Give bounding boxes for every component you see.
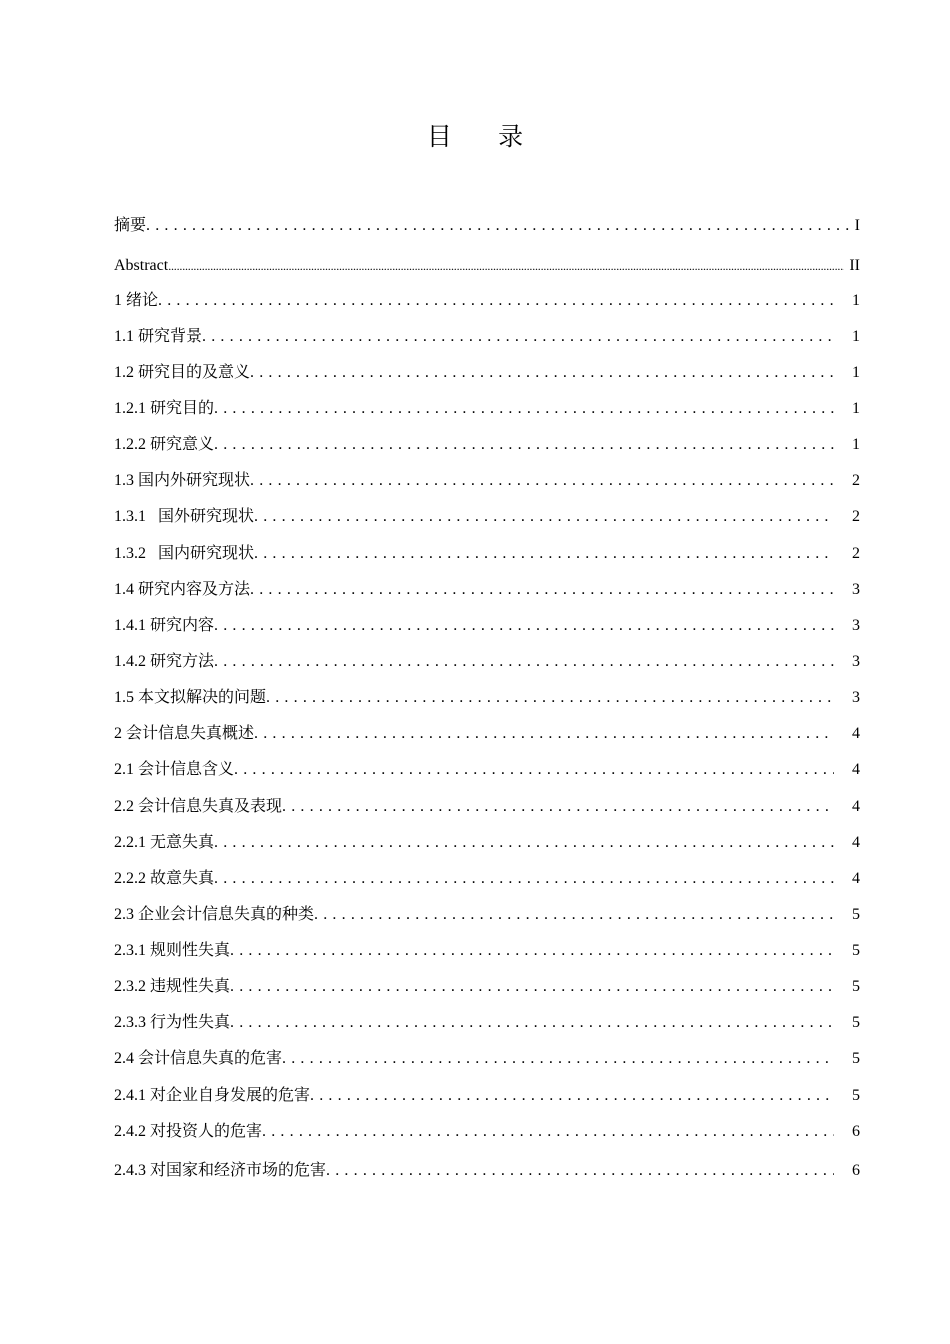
toc-entry-label: 1.3 国内外研究现状 xyxy=(114,472,251,489)
toc-entry[interactable] xyxy=(114,685,860,709)
toc-entry-label: 1.2 研究目的及意义 xyxy=(114,364,251,381)
toc-entry-label: 2.2.1 无意失真 xyxy=(114,834,215,851)
toc-entry-page: 2 xyxy=(852,508,860,525)
dot-leader xyxy=(230,940,834,962)
toc-entry[interactable] xyxy=(114,360,860,384)
toc-entry-page: 1 xyxy=(852,436,860,453)
toc-entry-page: I xyxy=(854,217,860,234)
toc-entry-label: 1.4 研究内容及方法 xyxy=(114,581,251,598)
toc-entry-label: 2.2.2 故意失真 xyxy=(114,870,215,887)
dot-leader xyxy=(168,255,844,277)
toc-entry-page: 5 xyxy=(852,906,860,923)
toc-entry[interactable] xyxy=(114,1010,860,1034)
toc-entry-label: 1.3.2 国内研究现状 xyxy=(114,545,255,562)
toc-entry-label: 1.2.1 研究目的 xyxy=(114,400,215,417)
toc-entry-page: 2 xyxy=(852,545,860,562)
toc-entry-page: 4 xyxy=(852,870,860,887)
toc-entry-label: 2.4.1 对企业自身发展的危害 xyxy=(114,1087,311,1104)
dot-leader xyxy=(158,290,834,312)
toc-entry[interactable] xyxy=(114,757,860,781)
toc-entry-label: 2.4.3 对国家和经济市场的危害 xyxy=(114,1162,327,1179)
toc-entry-page: 6 xyxy=(852,1162,860,1179)
dot-leader xyxy=(146,215,850,237)
toc-entry-label: 2.3 企业会计信息失真的种类 xyxy=(114,906,315,923)
dot-leader xyxy=(262,1121,834,1143)
toc-entry-label: 2.2 会计信息失真及表现 xyxy=(114,798,283,815)
toc-entry-page: 5 xyxy=(852,978,860,995)
toc-entry[interactable] xyxy=(114,830,860,854)
toc-entry[interactable] xyxy=(114,1119,860,1143)
dot-leader xyxy=(214,651,834,673)
dot-leader xyxy=(254,506,834,528)
toc-entry-page: 5 xyxy=(852,942,860,959)
dot-leader xyxy=(202,326,834,348)
toc-entry-page: 3 xyxy=(852,581,860,598)
toc-entry-abstract-cn[interactable] xyxy=(114,213,860,237)
toc-entry[interactable] xyxy=(114,902,860,926)
toc-entry-label: 2.4.2 对投资人的危害 xyxy=(114,1123,263,1140)
toc-entry-page: 4 xyxy=(852,798,860,815)
toc-entry[interactable] xyxy=(114,1158,860,1182)
toc-entry-page: 5 xyxy=(852,1014,860,1031)
dot-leader xyxy=(214,615,834,637)
toc-entry-page: 1 xyxy=(852,364,860,381)
toc-entry-label: 1 绪论 xyxy=(114,292,159,309)
toc-entry[interactable] xyxy=(114,1083,860,1107)
dot-leader xyxy=(282,1048,834,1070)
toc-entry-page: 3 xyxy=(852,653,860,670)
dot-leader xyxy=(282,796,834,818)
toc-entry[interactable] xyxy=(114,432,860,456)
dot-leader xyxy=(314,904,834,926)
dot-leader xyxy=(250,362,834,384)
toc-entry-page: 2 xyxy=(852,472,860,489)
toc-entry-label: 2.3.1 规则性失真 xyxy=(114,942,231,959)
toc-entry-label: 2.3.2 违规性失真 xyxy=(114,978,231,995)
toc-entry-page: 6 xyxy=(852,1123,860,1140)
toc-entry[interactable] xyxy=(114,504,860,528)
page-title: 目 录 xyxy=(426,124,544,151)
toc-entry[interactable] xyxy=(114,288,860,312)
toc-entry[interactable] xyxy=(114,541,860,565)
toc-entry-label: 1.4.1 研究内容 xyxy=(114,617,215,634)
toc-entry-page: 3 xyxy=(852,689,860,706)
toc-entry[interactable] xyxy=(114,649,860,673)
dot-leader xyxy=(230,1012,834,1034)
toc-entry-label: 2.4 会计信息失真的危害 xyxy=(114,1050,283,1067)
toc-entry[interactable] xyxy=(114,721,860,745)
dot-leader xyxy=(310,1085,834,1107)
dot-leader xyxy=(214,832,834,854)
dot-leader xyxy=(254,723,834,745)
dot-leader xyxy=(250,579,834,601)
toc-entry-label: 2.3.3 行为性失真 xyxy=(114,1014,231,1031)
dot-leader xyxy=(214,868,834,890)
toc-entry-page: 5 xyxy=(852,1087,860,1104)
dot-leader xyxy=(254,543,834,565)
toc-entry[interactable] xyxy=(114,396,860,420)
toc-entry-label: 1.2.2 研究意义 xyxy=(114,436,215,453)
toc-entry[interactable] xyxy=(114,866,860,890)
dot-leader xyxy=(214,398,834,420)
toc-entry[interactable] xyxy=(114,324,860,348)
toc-entry-page: 4 xyxy=(852,834,860,851)
toc-entry-page: 4 xyxy=(852,761,860,778)
toc-entry-page: 5 xyxy=(852,1050,860,1067)
toc-entry-page: 3 xyxy=(852,617,860,634)
toc-entry-label: 1.1 研究背景 xyxy=(114,328,203,345)
dot-leader xyxy=(250,470,834,492)
toc-entry-label: 1.5 本文拟解决的问题 xyxy=(114,689,267,706)
toc-entry-page: 1 xyxy=(852,292,860,309)
toc-entry[interactable] xyxy=(114,794,860,818)
dot-leader xyxy=(214,434,834,456)
toc-entry[interactable] xyxy=(114,1046,860,1070)
dot-leader xyxy=(326,1160,834,1182)
toc-entry-page: 1 xyxy=(852,328,860,345)
toc-entry[interactable] xyxy=(114,468,860,492)
toc-entry[interactable] xyxy=(114,577,860,601)
toc-entry-page: 1 xyxy=(852,400,860,417)
dot-leader xyxy=(230,976,834,998)
toc-entry-label: 2 会计信息失真概述 xyxy=(114,725,255,742)
toc-entry-abstract-en[interactable] xyxy=(114,253,860,277)
toc-entry-page: 4 xyxy=(852,725,860,742)
toc-entry-label: 1.3.1 国外研究现状 xyxy=(114,508,255,525)
toc-entry-label: 2.1 会计信息含义 xyxy=(114,761,235,778)
dot-leader xyxy=(234,759,834,781)
toc-entry-label: 1.4.2 研究方法 xyxy=(114,653,215,670)
toc-entry[interactable] xyxy=(114,613,860,637)
toc-entry-label: Abstract xyxy=(114,257,169,274)
dot-leader xyxy=(266,687,834,709)
toc-entry-label: 摘要 xyxy=(114,217,147,234)
toc-entry-page: II xyxy=(849,257,860,274)
toc-entry[interactable] xyxy=(114,938,860,962)
toc-entry[interactable] xyxy=(114,974,860,998)
